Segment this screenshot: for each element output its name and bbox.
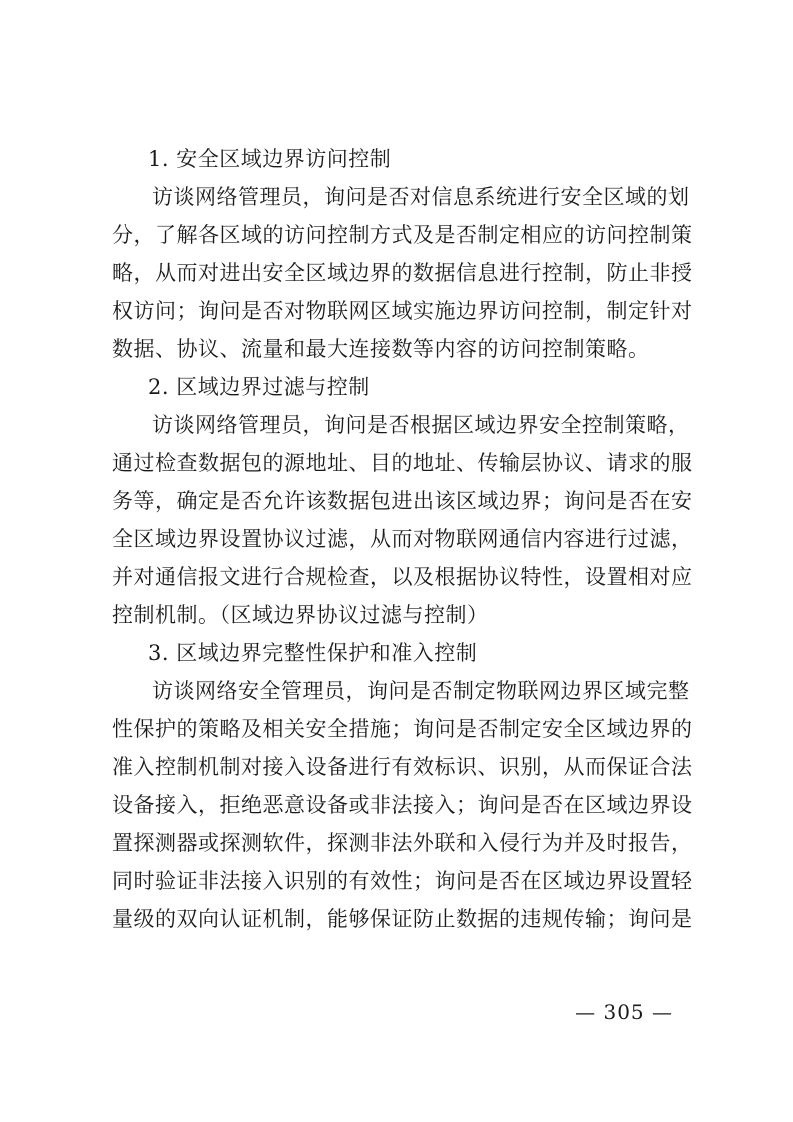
- section-heading: 3. 区域边界完整性保护和准入控制: [148, 641, 478, 665]
- paragraph-line: 访谈网络管理员，询问是否根据区域边界安全控制策略，: [152, 413, 690, 437]
- paragraph-line: 略，从而对进出安全区域边界的数据信息进行控制，防止非授: [112, 261, 693, 285]
- paragraph-line: 控制机制。（区域边界协议过滤与控制）: [112, 603, 489, 627]
- section-heading: 2. 区域边界过滤与控制: [148, 375, 370, 399]
- paragraph-line: 务等，确定是否允许该数据包进出该区域边界；询问是否在安: [112, 489, 693, 513]
- body-text: [112, 140, 693, 938]
- paragraph-line: 性保护的策略及相关安全措施；询问是否制定安全区域边界的: [112, 717, 693, 741]
- paragraph-line: 权访问；询问是否对物联网区域实施边界访问控制，制定针对: [112, 299, 693, 323]
- paragraph-line: 访谈网络安全管理员，询问是否制定物联网边界区域完整: [152, 679, 690, 703]
- paragraph-line: 通过检查数据包的源地址、目的地址、传输层协议、请求的服: [112, 451, 693, 475]
- paragraph-line: 全区域边界设置协议过滤，从而对物联网通信内容进行过滤，: [112, 527, 693, 551]
- paragraph-line: 分，了解各区域的访问控制方式及是否制定相应的访问控制策: [112, 223, 693, 247]
- paragraph-line: 并对通信报文进行合规检查，以及根据协议特性，设置相对应: [112, 565, 693, 589]
- paragraph-line: 访谈网络管理员，询问是否对信息系统进行安全区域的划: [152, 185, 690, 209]
- section-heading: 1. 安全区域边界访问控制: [148, 147, 392, 171]
- paragraph-line: 准入控制机制对接入设备进行有效标识、识别，从而保证合法: [112, 755, 693, 779]
- paragraph-line: 置探测器或探测软件，探测非法外联和入侵行为并及时报告，: [112, 831, 693, 855]
- paragraph-line: 数据、协议、流量和最大连接数等内容的访问控制策略。: [112, 337, 650, 361]
- page-number: — 305 —: [575, 1000, 673, 1024]
- paragraph-line: 设备接入，拒绝恶意设备或非法接入；询问是否在区域边界设: [112, 793, 693, 817]
- paragraph-line: 量级的双向认证机制，能够保证防止数据的违规传输；询问是: [112, 907, 693, 931]
- paragraph-line: 同时验证非法接入识别的有效性；询问是否在区域边界设置轻: [112, 869, 693, 893]
